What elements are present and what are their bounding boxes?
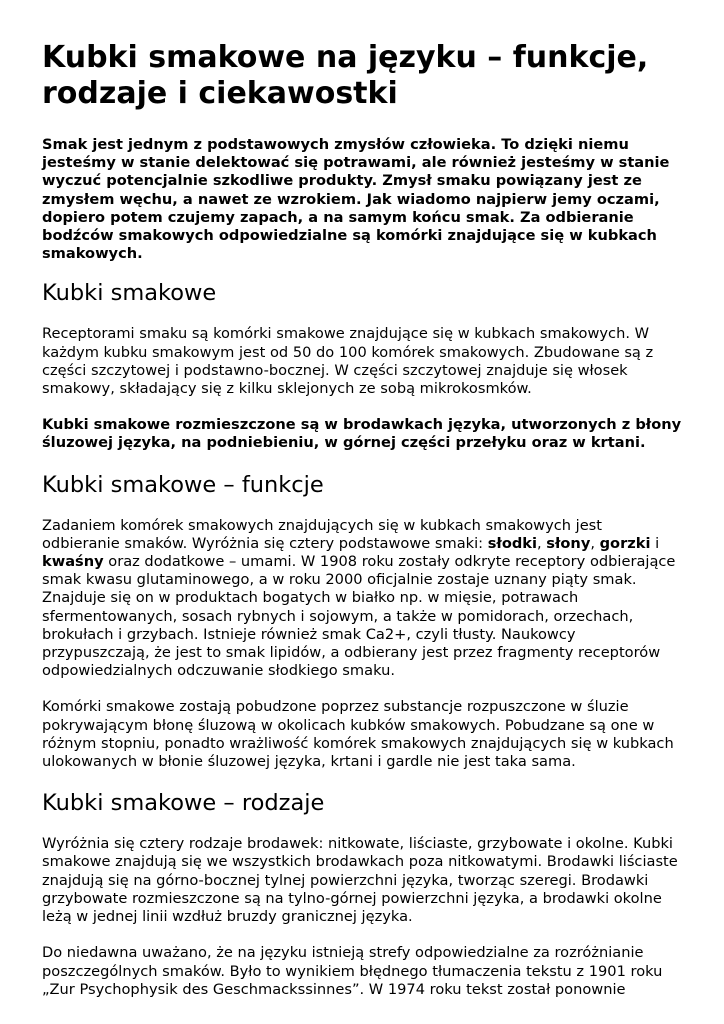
lead-paragraph: Smak jest jednym z podstawowych zmysłów człowieka. To dzięki niemu jesteśmy w stanie delektować się potrawami, ale również jesteśmy w stanie wyczuć potencjalnie szkodliwe produkty. Zmysł smaku powiązany jest ze zmysłem węchu, a nawet ze wzrokiem. Jak wiadomo najpierw jemy oczami, dopiero potem czujemy zapach, a na samym końcu smak. Za odbieranie bodźców smakowych odpowiedzialne są komórki znajdujące się w kubkach smakowych. [42, 136, 670, 263]
text-run: Zadaniem komórek smakowych znajdujących się w kubkach smakowych jest odbieranie smaków. Wyróżnia się cztery podstawowe smaki: [42, 516, 603, 552]
document-title: Kubki smakowe na języku – funkcje, rodzaje i ciekawostki [42, 40, 649, 111]
paragraph: Receptorami smaku są komórki smakowe znajdujące się w kubkach smakowych. W każdym kubku smakowym jest od 50 do 100 komórek smakowych. Zbudowane są z części szczytowej i podstawno-bocznej. W części szczytowej znajduje się włosek smakowy, składający się z kilku sklejonych ze sobą mikrokosmków. [42, 325, 654, 398]
taste-sour: kwaśny [42, 553, 104, 571]
paragraph: Wyróżnia się cztery rodzaje brodawek: nitkowate, liściaste, grzybowate i okolne. Kubki smakowe znajdują się we wszystkich brodawkach poza nitkowatymi. Brodawki liściaste znajdują się na górno-bocznej tylnej powierzchni języka, tworząc szeregi. Brodawki grzybowate rozmieszczone są na tylno-górnej powierzchni języka, a brodawki okolne leżą w jednej linii wzdłuż bruzdy granicznej języka. [42, 835, 678, 926]
bold-paragraph: Kubki smakowe rozmieszczone są w brodawkach języka, utworzonych z błony śluzowej języka, na podniebieniu, w górnej części przełyku oraz w krtani. [42, 416, 682, 452]
paragraph: Komórki smakowe zostają pobudzone poprzez substancje rozpuszczone w śluzie pokrywającym błonę śluzową w okolicach kubków smakowych. Pobudzane są one w różnym stopniu, ponadto wrażliwość komórek smakowych znajdujących się w kubkach ulokowanych w błonie śluzowej języka, krtani i gardle nie jest taka sama. [42, 698, 674, 771]
taste-bitter: gorzki [599, 534, 651, 552]
paragraph: Do niedawna uważano, że na języku istnieją strefy odpowiedzialne za rozróżnianie poszczególnych smaków. Było to wynikiem błędnego tłumaczenia tekstu z 1901 roku „Zur Psychophysik des Geschmackssinnes”. W 1974 roku tekst został ponownie [42, 944, 663, 998]
section-heading-kubki-smakowe: Kubki smakowe [42, 280, 217, 307]
taste-salty: słony [546, 534, 591, 552]
text-run: , [537, 534, 547, 552]
section-heading-rodzaje: Kubki smakowe – rodzaje [42, 790, 325, 817]
section-heading-funkcje: Kubki smakowe – funkcje [42, 471, 324, 498]
taste-sweet: słodki [487, 534, 538, 552]
text-run: , [590, 534, 600, 552]
paragraph [42, 517, 682, 681]
text-run: i [650, 534, 660, 552]
document-page [42, 40, 682, 1017]
text-run: oraz dodatkowe – umami. W 1908 roku zostały odkryte receptory odbierające smak kwasu glutaminowego, a w roku 2000 oficjalnie zostaje uznany piąty smak. Znajduje się on w produktach bogatych w białko np. w mięsie, potrawach sfermentowanych, sosach rybnych i sojowym, a także w pomidorach, orzechach, brokułach i grzybach. Istnieje również smak Ca2+, czyli tłusty. Naukowcy przypuszczają, że jest to smak lipidów, a odbierany jest przez fragmenty receptorów odpowiedzialnych odczuwanie słodkiego smaku. [42, 553, 676, 680]
